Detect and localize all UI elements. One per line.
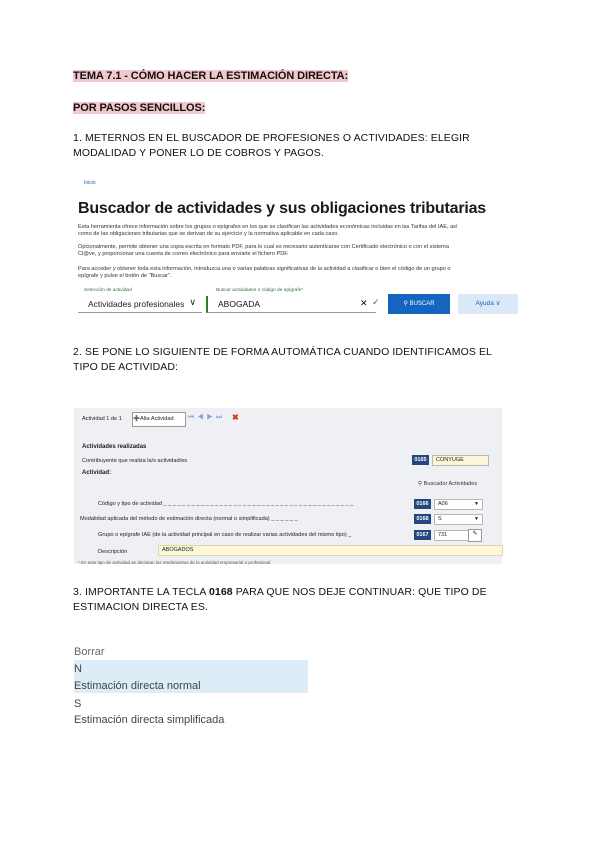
record-navigation[interactable] <box>188 414 225 422</box>
iae-group-label: Grupo o epígrafe IAE (de la actividad principal en caso de realizar varias actividades del mismo tipo) _ <box>98 532 352 538</box>
modality-select[interactable]: S ▼ <box>434 514 483 525</box>
activity-finder-link[interactable]: ⚲ Buscador Actividades <box>418 481 478 487</box>
page-subtitle: POR PASOS SENCILLOS: <box>73 102 206 114</box>
option-simplified-code[interactable]: S <box>74 698 82 710</box>
activity-type-select[interactable]: Actividades profesionales ∨ <box>78 296 202 313</box>
modality-dropdown-screenshot <box>74 644 314 730</box>
finder-title: Buscador de actividades y sus obligaciones tributarias <box>78 200 487 217</box>
last-icon: ⏭ <box>215 414 226 421</box>
step1-text: 1. METERNOS EN EL BUSCADOR DE PROFESIONES O ACTIVIDADES: ELEGIR MODALIDAD Y PONER LO DE COBROS Y PAGOS. <box>73 132 470 159</box>
activity-code-label: Código y tipo de actividad _ _ _ _ _ _ _ _ _ _ _ _ _ _ _ _ _ _ _ _ _ _ _ _ _ _ _ _ _ _ _ _ _ _ _ _ _ _ _ _ _ <box>98 501 354 507</box>
search-button[interactable]: ⚲ BUSCAR <box>388 294 450 314</box>
code-0165: 0165 <box>412 455 429 465</box>
dropdown-arrow-icon: ▼ <box>474 501 479 507</box>
section-title: Actividades realizadas <box>82 444 147 450</box>
activity-finder-screenshot <box>72 176 524 318</box>
help-button[interactable]: Ayuda ∨ <box>458 294 518 314</box>
activity-label: Actividad: <box>82 470 112 476</box>
prev-icon: ◀ <box>197 414 207 421</box>
step3-text: 3. IMPORTANTE LA TECLA 0168 PARA QUE NOS DEJE CONTINUAR: QUE TIPO DE ESTIMACION DIRECTA ES. <box>73 586 487 613</box>
chevron-down-icon: ∨ <box>189 297 196 307</box>
search-icon: ⚲ <box>418 481 423 487</box>
finder-intro-2: Opcionalmente, permite obtener una copia escrita en formato PDF, para lo cual es necesario autenticarse con Certificado electrónico o con el sistema Cl@ve, y proporcionar una cuenta de correo electrónico para enviarle el fichero PDF. <box>78 244 449 257</box>
edit-icon[interactable]: ✎ <box>468 529 482 542</box>
contributor-label: Contribuyente que realiza la/s actividad/es <box>82 458 188 464</box>
step2-text: 2. SE PONE LO SIGUIENTE DE FORMA AUTOMÁTICA CUANDO IDENTIFICAMOS EL TIPO DE ACTIVIDAD: <box>73 346 492 373</box>
option-normal-label[interactable]: Estimación directa normal <box>74 680 201 692</box>
search-input[interactable]: ABOGADA ✕ ✓ <box>206 296 376 313</box>
code-0168: 0168 <box>414 514 431 524</box>
option-normal-code[interactable]: N <box>74 663 82 675</box>
finder-intro-3: Para acceder y obtener toda esta información, introduzca una o varias palabras significativas de la actividad a clasificar o bien el código de un grupo o epígrafe y pulse el botón de "Buscar". <box>78 266 451 279</box>
activity-code-select[interactable]: A06 ▼ <box>434 499 483 510</box>
activity-counter: Actividad 1 de 1 <box>82 416 122 422</box>
option-simplified-label[interactable]: Estimación directa simplificada <box>74 714 225 726</box>
search-label: Buscar actividades o código de epígrafe* <box>216 288 304 293</box>
add-activity-button[interactable]: ➕Alta Actividad <box>132 412 186 427</box>
first-icon: ⏮ <box>188 414 198 421</box>
code-0166: 0166 <box>414 499 431 509</box>
description-field[interactable]: ABOGADOS <box>158 545 503 556</box>
finder-intro-1: Esta herramienta ofrece información sobre los grupos o epígrafes en los que se clasifican las actividades económicas incluidas en las Tarifas del IAE, así como de las obligaciones tributarias que se derivan de su ejercicio y la normativa aplicable en cada caso. <box>78 224 458 237</box>
iae-group-field[interactable]: 731 <box>434 530 469 541</box>
footnote: * En este tipo de actividad se declaran los rendimientos de la actividad empresarial o profesional <box>78 560 271 565</box>
delete-icon[interactable]: ✖ <box>232 413 239 422</box>
check-icon: ✓ <box>372 297 380 307</box>
next-icon: ▶ <box>206 414 216 421</box>
search-icon: ⚲ <box>403 301 408 307</box>
close-icon[interactable]: ✕ <box>360 298 368 308</box>
chevron-down-icon: ∨ <box>495 300 501 307</box>
description-label: Descripción <box>98 549 128 555</box>
breadcrumb[interactable]: Inicio <box>84 180 96 186</box>
dropdown-arrow-icon: ▼ <box>474 516 479 522</box>
activity-form-screenshot <box>74 408 502 564</box>
select-label: Selección de actividad <box>84 288 132 293</box>
add-icon: ➕ <box>133 416 140 422</box>
clear-option[interactable]: Borrar <box>74 646 105 658</box>
contributor-field[interactable]: CONYUGE <box>432 455 489 466</box>
page-title: TEMA 7.1 - CÓMO HACER LA ESTIMACIÓN DIRECTA: <box>73 70 349 82</box>
code-0167: 0167 <box>414 530 431 540</box>
modality-label: Modalidad aplicada del método de estimación directa (normal o simplificada) _ _ _ _ _ _ <box>80 516 298 522</box>
